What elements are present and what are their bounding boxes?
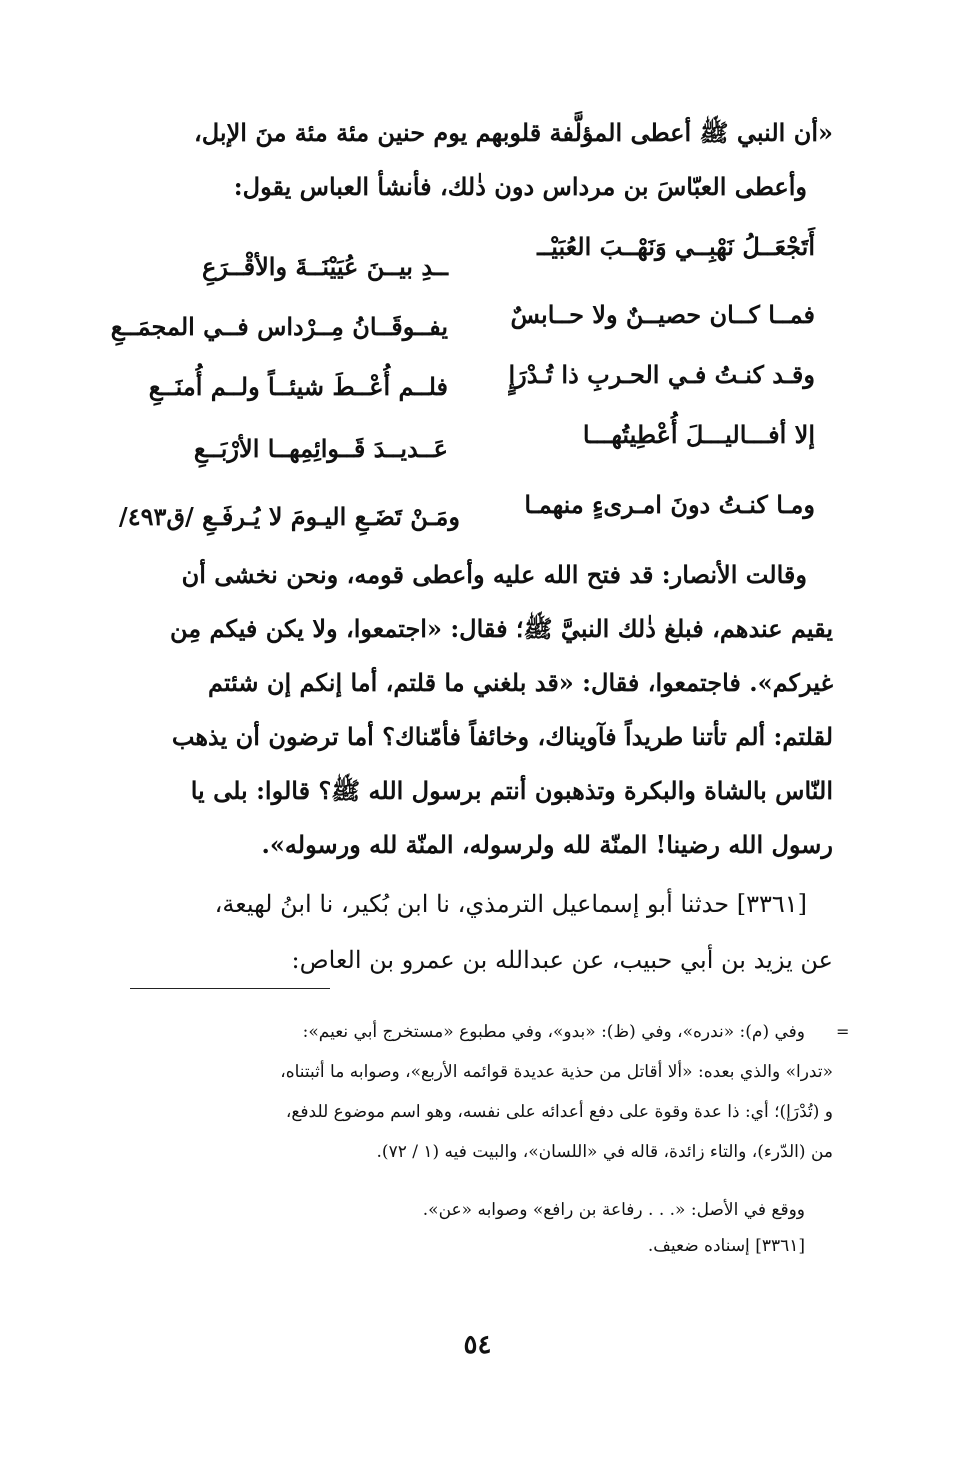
paragraph-line: النّاس بالشاة والبكرة وتذهبون أنتم برسول الله ﷺ؟ قالوا: بلى يا [190,776,833,805]
verse-1-first-hemistich: أَتَجْعَــلُ نَهْبِــي وَنَهْــبَ العُبَيْــ [537,232,815,261]
footnote-note: [٣٣٦١] إسناده ضعيف. [647,1236,805,1256]
footnote-line: وفي (م): «ندره»، وفي (ظ): «بدو»، وفي مطبوع «مستخرج أبي نعيم»: [302,1022,805,1042]
paragraph-line: غيركم». فاجتمعوا، فقال: «قد بلغني ما قلتم، أما إنكم إن شئتم [207,668,833,697]
hadith-line-1: [٣٣٦١] حدثنا أبو إسماعيل الترمذي، نا ابن بُكير، نا ابنُ لهيعة، [214,890,807,918]
footnote-separator [130,988,330,989]
paragraph-line: وقالت الأنصار: قد فتح الله عليه وأعطى قومه، ونحن نخشى أن [181,560,807,589]
page-number: ٥٤ [463,1330,492,1360]
verse-1-second-hemistich: ــدِ بيــنَ عُيَيْنَــةَ والأقْــرَعِ [202,252,448,281]
verse-3-second-hemistich: فلــم أُعْــطَ شيئــاً ولــم أُمنَــعِ [148,372,448,401]
verse-2-second-hemistich: يفــوقَــانُ مِــرْداس فــي المجمَــعِ [110,312,448,341]
paragraph-line: رسول الله رضينا! المنّة لله ولرسوله، المنّة لله ورسوله». [261,830,833,859]
verse-3-first-hemistich: وقـد كنـتُ فـي الحـربِ ذا تُـدْرَإٍ [508,360,815,389]
verse-4-first-hemistich: إلا أفـــاليـــلَ أُعْطِيتُهـــا [582,420,815,449]
footnote-line: و (تُدْرَإ)؛ أي: ذا عدة وقوة على دفع أعدائه على نفسه، وهو اسم موضوع للدفع، [285,1102,833,1122]
intro-line-2: وأعطى العبّاسَ بن مرداس دون ذٰلك، فأنشأ العباس يقول: [233,172,807,201]
footnote-continuation-mark: = [836,1022,850,1041]
intro-line-1: «أن النبي ﷺ أعطى المؤلَّفة قلوبهم يوم حنين مئة مئة منَ الإبل، [194,118,833,147]
hadith-line-2: عن يزيد بن أبي حبيب، عن عبدالله بن عمرو بن العاص: [291,946,833,974]
verse-4-second-hemistich: عَــديــدَ قَــوائِمِهــا الأرْبَــعِ [193,434,448,463]
verse-5-first-hemistich: ومـا كنـتُ دونَ امـرىءٍ منهمـا [524,490,815,519]
footnote-line: «تدرا» والذي بعده: «ألا أقاتل من حذية عديدة قوائمه الأربع»، وصوابه ما أثبتناه، [280,1062,833,1082]
verse-2-first-hemistich: فمــا كــان حصيــنٌ ولا حــابسٌ [510,300,815,329]
paragraph-line: يقيم عندهم، فبلغ ذٰلك النبيَّ ﷺ؛ فقال: «اجتمعوا، ولا يكن فيكم مِن [169,614,833,643]
verse-5-second-hemistich: ومَـنْ تَضَـعِ اليـومَ لا يُـرفَـعِ /ق٤٩٣/ [118,502,460,531]
footnote-line: من (الدّرء)، والتاء زائدة، قاله في «اللسان»، والبيت فيه (١ / ٧٢). [376,1142,833,1162]
paragraph-line: لقلتم: ألم تأتنا طريداً فآويناك، وخائفاً فأمّناك؟ أما ترضون أن يذهب [171,722,833,751]
footnote-note: ووقع في الأصل: «. . . رفاعة بن رافع» وصوابه «عن». [422,1200,805,1220]
